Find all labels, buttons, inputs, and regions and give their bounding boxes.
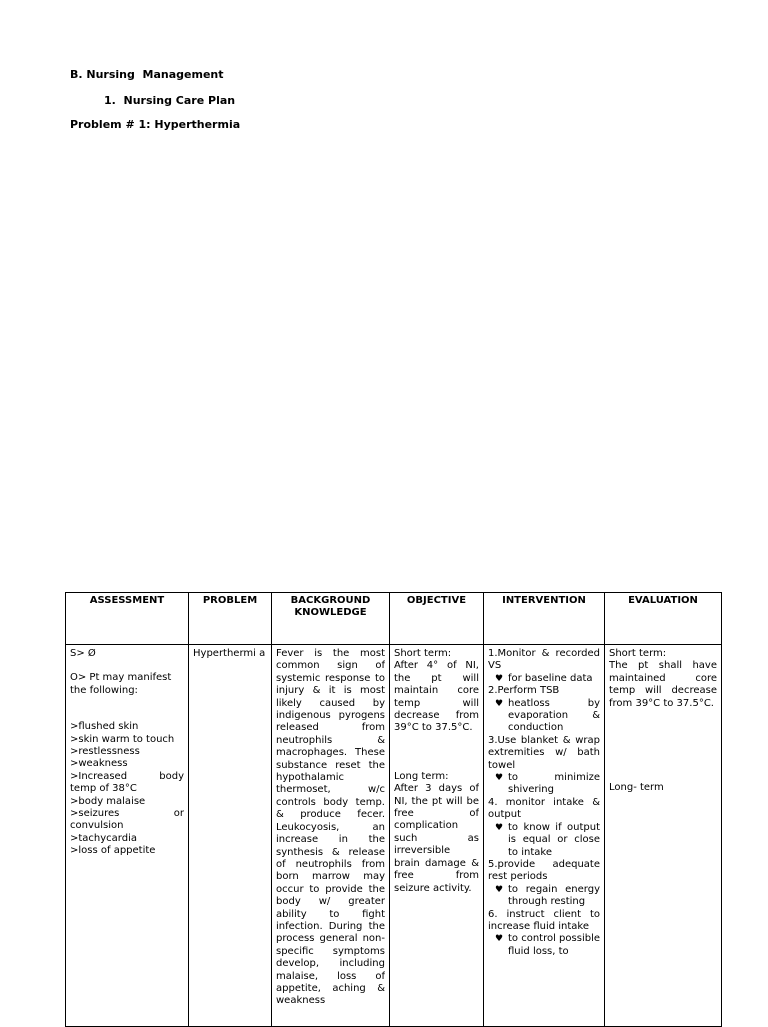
intervention-rationale: ♥ heatloss by evaporation & conduction (508, 698, 600, 735)
objective-data-intro: O> Pt may manifest the following: (70, 672, 172, 696)
short-term-objective: After 4° of NI, the pt will maintain core temp will decrease from 39°C to 37.5°C. (394, 660, 479, 734)
assessment-item: >Increased body temp of 38°C (70, 770, 184, 795)
assessment-item: >body malaise (70, 795, 146, 807)
problem-heading: Problem # 1: Hyperthermia (70, 118, 241, 131)
assessment-item: >weakness (70, 758, 128, 770)
evaluation-short-label: Short term: (609, 648, 667, 659)
evaluation-long-label: Long- term (609, 782, 664, 794)
header-intervention: INTERVENTION (484, 593, 605, 645)
intervention-rationale: ♥ to know if output is equal or close to intake (508, 822, 600, 859)
assessment-item: >tachycardia (70, 832, 137, 844)
assessment-item: >restlessness (70, 746, 140, 758)
intervention-action: 3.Use blanket & wrap extremities w/ bath towel (488, 734, 600, 771)
intervention-action: 6. instruct client to increase fluid intake (488, 908, 600, 932)
intervention-rationale: ♥ to regain energy through resting (508, 884, 600, 909)
assessment-cell (66, 645, 189, 1027)
header-problem: PROBLEM (189, 593, 272, 645)
intervention-cell (484, 645, 605, 1027)
nursing-care-plan-table (65, 592, 722, 1027)
long-term-objective: After 3 days of NI, the pt will be free of complication such as irreversible brain damage & free from seizure activity. (394, 783, 479, 894)
problem-cell (189, 645, 272, 1027)
short-term-label: Short term: (394, 648, 452, 659)
table-row (66, 645, 722, 1027)
intervention-action: 4. monitor intake & output (488, 796, 600, 821)
subsection-heading: 1. Nursing Care Plan (104, 94, 236, 107)
evaluation-cell (605, 645, 722, 1027)
assessment-item: >seizures or convulsion (70, 808, 184, 832)
intervention-action: 5.provide adequate rest periods (488, 858, 600, 883)
long-term-label: Long term: (394, 770, 449, 782)
table-header-row (66, 593, 722, 645)
objective-cell (390, 645, 484, 1027)
assessment-item: >skin warm to touch (70, 733, 175, 745)
header-evaluation: EVALUATION (605, 593, 722, 645)
intervention-action: 1.Monitor & recorded VS (488, 648, 600, 672)
problem-text: Hyperthermi a (193, 648, 266, 659)
intervention-rationale: ♥ to minimize shivering (508, 772, 600, 797)
evaluation-short-text: The pt shall have maintained core temp will decrease from 39°C to 37.5°C. (609, 660, 717, 709)
intervention-action: 2.Perform TSB (488, 685, 560, 697)
background-knowledge-cell (272, 645, 390, 1027)
intervention-rationale: ♥ for baseline data (508, 673, 600, 685)
intervention-rationale: ♥ to control possible fluid loss, to (508, 933, 600, 958)
subjective-data: S> Ø (70, 648, 96, 659)
header-background-knowledge: BACKGROUND KNOWLEDGE (272, 593, 390, 645)
section-heading: B. Nursing Management (70, 68, 224, 81)
assessment-item: >flushed skin (70, 721, 139, 733)
background-text: Fever is the most common sign of systemic response to injury & it is most likely caused by indigenous pyrogens released from neutrophils & macrophages. These substance reset the hypothalamic thermoset, w/c controls body temp. & produce fecer. Leukocyosis, an increase in the synthesis & release of neutrophils from born marrow may occur to provide the body w/ greater ability to fight infection. During the process general non-specific symptoms develop, including malaise, loss of appetite, aching & weakness (276, 648, 385, 1007)
header-assessment: ASSESSMENT (66, 593, 189, 645)
assessment-item: >loss of appetite (70, 845, 156, 857)
header-objective: OBJECTIVE (390, 593, 484, 645)
